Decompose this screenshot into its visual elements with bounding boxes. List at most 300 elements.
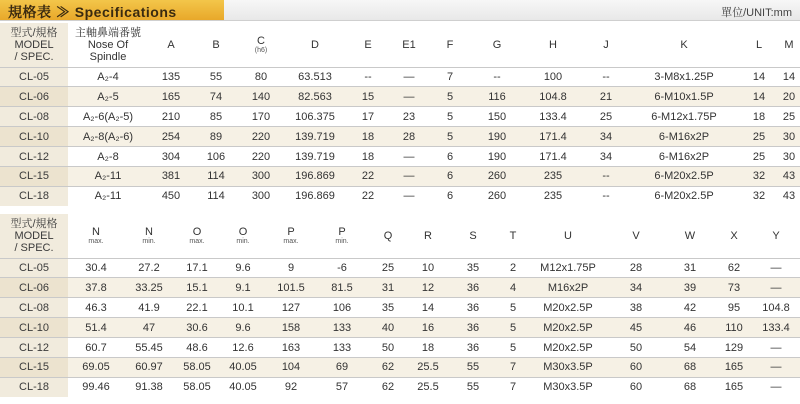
column-header-cell — [752, 214, 800, 258]
column-header-label: A — [167, 38, 175, 51]
value-cell: 22 — [346, 186, 390, 205]
value-cell: 171.4 — [522, 147, 584, 167]
value-cell: 62 — [716, 258, 752, 278]
value-cell: -- — [584, 67, 628, 87]
value-cell: 60.7 — [68, 338, 124, 358]
value-cell: 114 — [194, 166, 238, 186]
value-cell: 163 — [266, 338, 316, 358]
column-header-label: P — [338, 225, 346, 238]
column-header-label: O — [192, 225, 202, 238]
value-cell: 25 — [368, 258, 408, 278]
value-cell: 42 — [664, 298, 716, 318]
value-cell: 9.6 — [220, 258, 266, 278]
value-cell: 220 — [238, 127, 284, 147]
value-cell: 304 — [148, 147, 194, 167]
column-header-cell — [778, 23, 800, 67]
column-header-cell — [148, 23, 194, 67]
nose-header-line: Nose Of — [87, 38, 129, 51]
table-row — [0, 127, 800, 147]
value-cell: 7 — [428, 67, 472, 87]
column-header-cell — [124, 214, 174, 258]
model-cell: CL-10 — [0, 127, 68, 147]
value-cell: 54 — [664, 338, 716, 358]
value-cell: 46.3 — [68, 298, 124, 318]
value-cell: 300 — [238, 166, 284, 186]
value-cell: 260 — [472, 186, 522, 205]
value-cell: — — [390, 166, 428, 186]
value-cell: 16 — [408, 318, 448, 338]
nose-header-line: 主軸鼻端番號 — [75, 26, 141, 39]
column-header-label: G — [492, 38, 502, 51]
value-cell: 254 — [148, 127, 194, 147]
model-cell: CL-05 — [0, 67, 68, 87]
column-header-label: E1 — [402, 38, 416, 51]
value-cell: 34 — [608, 278, 664, 298]
column-header-label: N — [145, 225, 153, 238]
column-header-label: H — [549, 38, 557, 51]
value-cell: 57 — [316, 377, 368, 396]
value-cell: 60.97 — [124, 357, 174, 377]
value-cell: — — [752, 338, 800, 358]
column-header-cell — [390, 23, 428, 67]
column-header-sub: min. — [142, 237, 156, 245]
column-header-cell — [628, 23, 740, 67]
column-header-cell — [346, 23, 390, 67]
value-cell: A₂-11 — [68, 166, 148, 186]
column-header-cell — [522, 23, 584, 67]
value-cell: M12x1.75P — [528, 258, 608, 278]
value-cell: 20 — [778, 87, 800, 107]
value-cell: 7 — [498, 377, 528, 396]
value-cell: — — [752, 377, 800, 396]
value-cell: 74 — [194, 87, 238, 107]
value-cell: 95 — [716, 298, 752, 318]
model-header-line: / SPEC. — [14, 241, 54, 254]
column-header-cell — [408, 214, 448, 258]
column-header-cell — [664, 214, 716, 258]
column-header-label: W — [684, 229, 696, 242]
column-header-sub: (h6) — [254, 46, 268, 54]
table-header-row — [0, 214, 800, 258]
value-cell: A₂-8 — [68, 147, 148, 167]
value-cell: 99.46 — [68, 377, 124, 396]
column-header-label: P — [287, 225, 295, 238]
value-cell: — — [752, 258, 800, 278]
value-cell: 82.563 — [284, 87, 346, 107]
value-cell: 139.719 — [284, 147, 346, 167]
value-cell: 14 — [740, 67, 778, 87]
model-cell: CL-12 — [0, 147, 68, 167]
value-cell: 89 — [194, 127, 238, 147]
column-header-label: L — [755, 38, 763, 51]
column-header-label: V — [632, 229, 640, 242]
column-header-cell — [220, 214, 266, 258]
value-cell: — — [390, 87, 428, 107]
value-cell: 22 — [346, 166, 390, 186]
value-cell: 17 — [346, 107, 390, 127]
value-cell: 60 — [608, 357, 664, 377]
table-row — [0, 258, 800, 278]
column-header-label: J — [603, 38, 609, 51]
value-cell: 35 — [448, 258, 498, 278]
model-cell: CL-18 — [0, 377, 68, 396]
value-cell: 45 — [608, 318, 664, 338]
column-header-cell — [368, 214, 408, 258]
value-cell: 51.4 — [68, 318, 124, 338]
value-cell: 33.25 — [124, 278, 174, 298]
value-cell: 25 — [584, 107, 628, 127]
value-cell: 27.2 — [124, 258, 174, 278]
model-cell: CL-06 — [0, 278, 68, 298]
value-cell: 171.4 — [522, 127, 584, 147]
column-header-label: R — [424, 229, 432, 242]
column-header-label: M — [784, 38, 794, 51]
value-cell: 6 — [428, 186, 472, 205]
column-header-sub: min. — [236, 237, 250, 245]
value-cell: 106.375 — [284, 107, 346, 127]
value-cell: 43 — [778, 186, 800, 205]
value-cell: 55.45 — [124, 338, 174, 358]
column-header-label: U — [564, 229, 572, 242]
value-cell: — — [390, 147, 428, 167]
value-cell: 34 — [584, 127, 628, 147]
table-row — [0, 278, 800, 298]
value-cell: 85 — [194, 107, 238, 127]
value-cell: 133 — [316, 338, 368, 358]
value-cell: 133.4 — [522, 107, 584, 127]
table-row — [0, 186, 800, 205]
spec-header-bar — [0, 0, 800, 20]
value-cell: 35 — [368, 298, 408, 318]
value-cell: 39 — [664, 278, 716, 298]
value-cell: 30 — [778, 127, 800, 147]
model-header-line: / SPEC. — [14, 50, 54, 63]
model-cell: CL-10 — [0, 318, 68, 338]
value-cell: 73 — [716, 278, 752, 298]
value-cell: 104.8 — [522, 87, 584, 107]
model-cell: CL-06 — [0, 87, 68, 107]
model-header-line: 型式/規格 — [10, 26, 58, 39]
column-header-label: O — [238, 225, 248, 238]
value-cell: 133 — [316, 318, 368, 338]
value-cell: 58.05 — [174, 377, 220, 396]
value-cell: 62 — [368, 377, 408, 396]
value-cell: 47 — [124, 318, 174, 338]
value-cell: 55 — [448, 377, 498, 396]
model-header-cell — [0, 214, 68, 258]
value-cell: 25 — [778, 107, 800, 127]
column-header-sub: min. — [335, 237, 349, 245]
value-cell: 60 — [608, 377, 664, 396]
value-cell: 6-M20x2.5P — [628, 166, 740, 186]
value-cell: 18 — [740, 107, 778, 127]
value-cell: 18 — [346, 147, 390, 167]
value-cell: 5 — [498, 298, 528, 318]
value-cell: 9.6 — [220, 318, 266, 338]
value-cell: -- — [346, 67, 390, 87]
value-cell: 100 — [522, 67, 584, 87]
value-cell: 235 — [522, 166, 584, 186]
value-cell: 104 — [266, 357, 316, 377]
column-header-label: C — [257, 34, 265, 47]
column-header-cell — [472, 23, 522, 67]
value-cell: 139.719 — [284, 127, 346, 147]
value-cell: 12 — [408, 278, 448, 298]
column-header-label: N — [92, 225, 100, 238]
column-header-sub: max. — [283, 237, 299, 245]
value-cell: 158 — [266, 318, 316, 338]
value-cell: 5 — [498, 338, 528, 358]
value-cell: 92 — [266, 377, 316, 396]
value-cell: 110 — [716, 318, 752, 338]
table-row — [0, 318, 800, 338]
value-cell: 5 — [428, 127, 472, 147]
value-cell: 91.38 — [124, 377, 174, 396]
value-cell: 6-M10x1.5P — [628, 87, 740, 107]
column-header-cell — [528, 214, 608, 258]
value-cell: 30.4 — [68, 258, 124, 278]
value-cell: 170 — [238, 107, 284, 127]
column-header-sub: max. — [189, 237, 205, 245]
value-cell: 6-M20x2.5P — [628, 186, 740, 205]
column-header-cell — [428, 23, 472, 67]
column-header-label: T — [509, 229, 517, 242]
value-cell: 210 — [148, 107, 194, 127]
model-header-line: MODEL — [14, 229, 54, 242]
value-cell: 2 — [498, 258, 528, 278]
column-header-cell — [68, 214, 124, 258]
value-cell: 104.8 — [752, 298, 800, 318]
nose-header-cell — [68, 23, 148, 67]
value-cell: 50 — [608, 338, 664, 358]
value-cell: 5 — [428, 87, 472, 107]
value-cell: 165 — [148, 87, 194, 107]
value-cell: M16x2P — [528, 278, 608, 298]
value-cell: 165 — [716, 357, 752, 377]
value-cell: M20x2.5P — [528, 298, 608, 318]
value-cell: -- — [584, 166, 628, 186]
value-cell: 381 — [148, 166, 194, 186]
value-cell: 116 — [472, 87, 522, 107]
value-cell: 127 — [266, 298, 316, 318]
value-cell: 101.5 — [266, 278, 316, 298]
value-cell: 40.05 — [220, 377, 266, 396]
value-cell: 106 — [194, 147, 238, 167]
value-cell: -- — [584, 186, 628, 205]
value-cell: 21 — [584, 87, 628, 107]
value-cell: 46 — [664, 318, 716, 338]
value-cell: 300 — [238, 186, 284, 205]
value-cell: 80 — [238, 67, 284, 87]
table-row — [0, 357, 800, 377]
table-row — [0, 166, 800, 186]
value-cell: 12.6 — [220, 338, 266, 358]
column-header-cell — [584, 23, 628, 67]
value-cell: 220 — [238, 147, 284, 167]
value-cell: 6-M16x2P — [628, 127, 740, 147]
model-cell: CL-15 — [0, 357, 68, 377]
value-cell: 17.1 — [174, 258, 220, 278]
value-cell: 25.5 — [408, 357, 448, 377]
value-cell: 5 — [498, 318, 528, 338]
column-header-sub: max. — [88, 237, 104, 245]
value-cell: 7 — [498, 357, 528, 377]
model-cell: CL-15 — [0, 166, 68, 186]
column-header-label: S — [469, 229, 477, 242]
value-cell: 36 — [448, 338, 498, 358]
value-cell: — — [390, 67, 428, 87]
value-cell: 58.05 — [174, 357, 220, 377]
specs-table-2 — [0, 214, 800, 397]
value-cell: 68 — [664, 357, 716, 377]
value-cell: 6 — [428, 166, 472, 186]
value-cell: A₂-5 — [68, 87, 148, 107]
value-cell: 10 — [408, 258, 448, 278]
value-cell: 31 — [368, 278, 408, 298]
column-header-cell — [266, 214, 316, 258]
column-header-cell — [740, 23, 778, 67]
value-cell: 63.513 — [284, 67, 346, 87]
value-cell: 30 — [778, 147, 800, 167]
value-cell: 140 — [238, 87, 284, 107]
value-cell: M20x2.5P — [528, 318, 608, 338]
value-cell: 55 — [194, 67, 238, 87]
value-cell: 48.6 — [174, 338, 220, 358]
value-cell: 18 — [408, 338, 448, 358]
value-cell: 34 — [584, 147, 628, 167]
value-cell: 10.1 — [220, 298, 266, 318]
column-header-cell — [608, 214, 664, 258]
model-header-cell — [0, 23, 68, 67]
value-cell: 25.5 — [408, 377, 448, 396]
column-header-label: D — [311, 38, 319, 51]
value-cell: — — [390, 186, 428, 205]
table-row — [0, 298, 800, 318]
model-cell: CL-18 — [0, 186, 68, 205]
column-header-cell — [498, 214, 528, 258]
column-header-label: Y — [772, 229, 780, 242]
value-cell: 62 — [368, 357, 408, 377]
column-header-label: X — [730, 229, 738, 242]
column-header-label: K — [680, 38, 688, 51]
value-cell: 129 — [716, 338, 752, 358]
column-header-cell — [716, 214, 752, 258]
table-row — [0, 67, 800, 87]
page-title: 規格表 ≫ Specifications — [8, 4, 177, 20]
value-cell: 23 — [390, 107, 428, 127]
value-cell: 196.869 — [284, 166, 346, 186]
model-header-line: 型式/規格 — [10, 217, 58, 230]
value-cell: 43 — [778, 166, 800, 186]
value-cell: 196.869 — [284, 186, 346, 205]
value-cell: 81.5 — [316, 278, 368, 298]
value-cell: 31 — [664, 258, 716, 278]
value-cell: 32 — [740, 166, 778, 186]
value-cell: 40 — [368, 318, 408, 338]
table-row — [0, 147, 800, 167]
table-header-row — [0, 23, 800, 67]
value-cell: 32 — [740, 186, 778, 205]
model-cell: CL-12 — [0, 338, 68, 358]
column-header-label: F — [446, 38, 454, 51]
value-cell: 55 — [448, 357, 498, 377]
value-cell: 150 — [472, 107, 522, 127]
model-cell: CL-05 — [0, 258, 68, 278]
value-cell: -- — [472, 67, 522, 87]
column-header-cell — [284, 23, 346, 67]
value-cell: 25 — [740, 147, 778, 167]
value-cell: 15.1 — [174, 278, 220, 298]
value-cell: 28 — [390, 127, 428, 147]
table-row — [0, 107, 800, 127]
column-header-cell — [448, 214, 498, 258]
model-header-line: MODEL — [14, 38, 54, 51]
value-cell: 28 — [608, 258, 664, 278]
value-cell: 165 — [716, 377, 752, 396]
column-header-cell — [174, 214, 220, 258]
value-cell: 37.8 — [68, 278, 124, 298]
value-cell: A₂-8(A₂-6) — [68, 127, 148, 147]
value-cell: 260 — [472, 166, 522, 186]
table-row — [0, 338, 800, 358]
value-cell: 133.4 — [752, 318, 800, 338]
column-header-cell — [316, 214, 368, 258]
column-header-cell — [194, 23, 238, 67]
nose-header-line: Spindle — [89, 50, 127, 63]
value-cell: 40.05 — [220, 357, 266, 377]
value-cell: 3-M8x1.25P — [628, 67, 740, 87]
value-cell: -6 — [316, 258, 368, 278]
value-cell: 235 — [522, 186, 584, 205]
value-cell: 6-M16x2P — [628, 147, 740, 167]
value-cell: M20x2.5P — [528, 338, 608, 358]
value-cell: 135 — [148, 67, 194, 87]
value-cell: 106 — [316, 298, 368, 318]
specs-table-1 — [0, 23, 800, 206]
value-cell: M30x3.5P — [528, 357, 608, 377]
value-cell: A₂-6(A₂-5) — [68, 107, 148, 127]
value-cell: 18 — [346, 127, 390, 147]
value-cell: 14 — [740, 87, 778, 107]
column-header-label: E — [364, 38, 372, 51]
value-cell: 25 — [740, 127, 778, 147]
model-cell: CL-08 — [0, 298, 68, 318]
value-cell: 5 — [428, 107, 472, 127]
table-row — [0, 377, 800, 396]
value-cell: 114 — [194, 186, 238, 205]
value-cell: 38 — [608, 298, 664, 318]
value-cell: 36 — [448, 278, 498, 298]
value-cell: 6-M12x1.75P — [628, 107, 740, 127]
column-header-label: B — [212, 38, 220, 51]
model-cell: CL-08 — [0, 107, 68, 127]
value-cell: 68 — [664, 377, 716, 396]
unit-label: 單位/UNIT:mm — [721, 7, 792, 19]
table-row — [0, 87, 800, 107]
column-header-cell — [238, 23, 284, 67]
value-cell: 190 — [472, 127, 522, 147]
value-cell: 9 — [266, 258, 316, 278]
value-cell: 36 — [448, 298, 498, 318]
value-cell: 36 — [448, 318, 498, 338]
value-cell: 190 — [472, 147, 522, 167]
value-cell: A₂-4 — [68, 67, 148, 87]
value-cell: 30.6 — [174, 318, 220, 338]
value-cell: — — [752, 357, 800, 377]
value-cell: — — [752, 278, 800, 298]
value-cell: 9.1 — [220, 278, 266, 298]
value-cell: 450 — [148, 186, 194, 205]
